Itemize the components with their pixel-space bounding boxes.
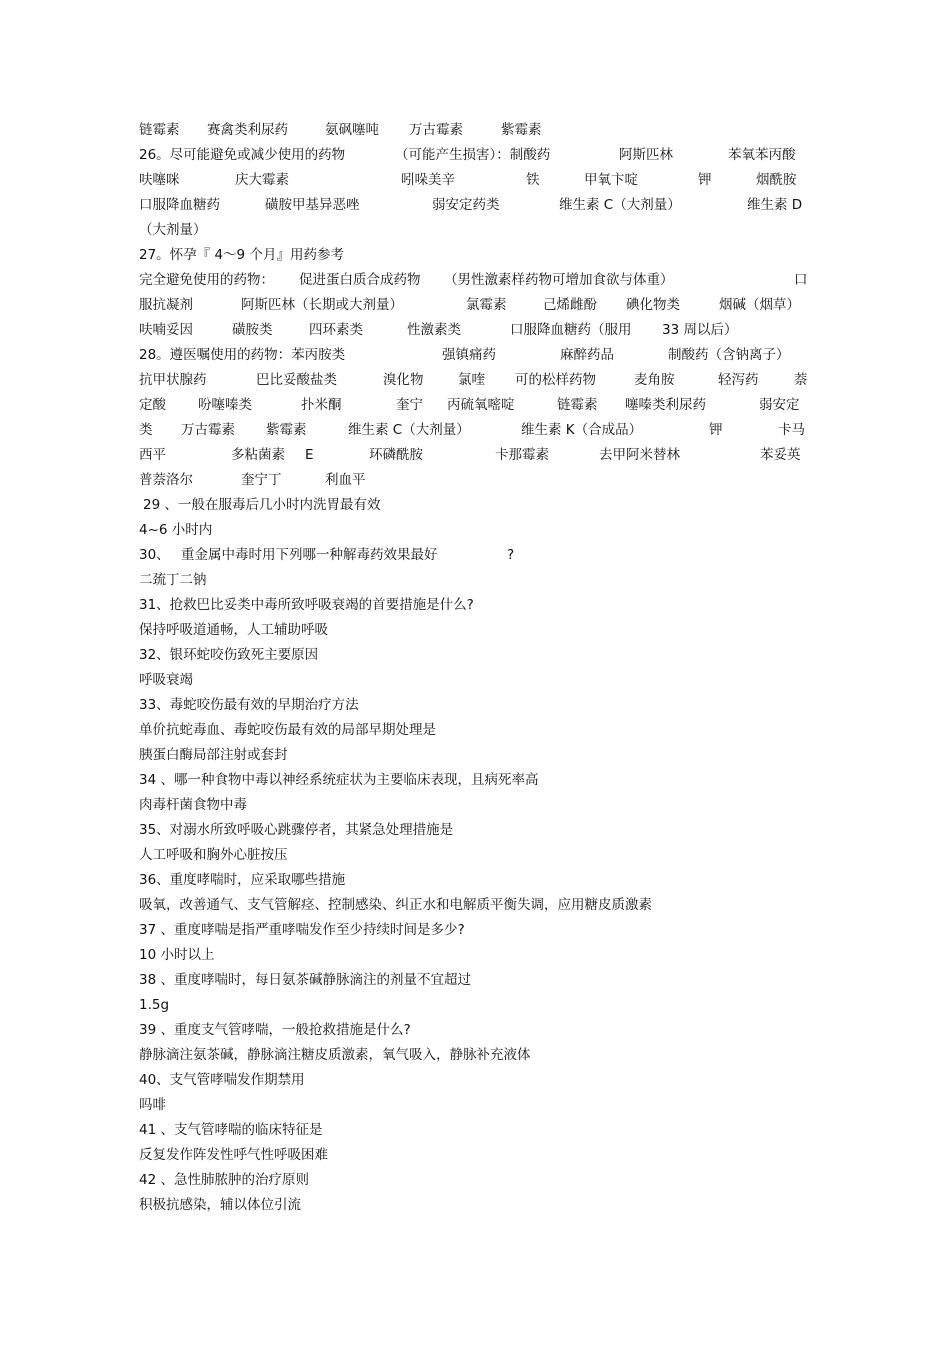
line-segment: 吩噻嗪类 (198, 397, 252, 413)
text-line (139, 643, 819, 668)
line-segment: 维生素 C（大剂量） (559, 197, 681, 213)
line-segment: 万古霉素 (409, 122, 463, 138)
text-line (139, 768, 819, 793)
text-line (139, 868, 819, 893)
line-segment: （大剂量） (139, 222, 207, 238)
line-segment: 磺胺甲基异恶唑 (265, 197, 360, 213)
document-page (139, 118, 819, 1218)
line-segment: 二巯丁二钠 (139, 572, 207, 588)
line-segment: 静脉滴注氨茶碱，静脉滴注糖皮质激素，氧气吸入，静脉补充液体 (139, 1047, 531, 1063)
line-segment: 钾 (698, 172, 712, 188)
line-segment: 烟碱（烟草） (719, 297, 800, 313)
line-segment: 普萘洛尔 (139, 472, 193, 488)
line-segment: 扑米酮 (301, 397, 342, 413)
line-segment: 30、 (139, 547, 170, 563)
text-line (139, 193, 819, 218)
line-segment: 维生素 D (747, 197, 803, 213)
line-segment: 卡那霉素 (495, 447, 549, 463)
line-segment: 33 周以后） (662, 322, 738, 338)
text-line (139, 143, 819, 168)
line-segment: 26。尽可能避免或减少使用的药物 (139, 147, 346, 163)
line-segment: 奎宁丁 (241, 472, 282, 488)
line-segment: 丙硫氧嘧啶 (447, 397, 515, 413)
line-segment: 胰蛋白酶局部注射或套封 (139, 747, 288, 763)
line-segment: 万古霉素 (181, 422, 235, 438)
line-segment: 庆大霉素 (235, 172, 289, 188)
line-segment: 保持呼吸道通畅，人工辅助呼吸 (139, 622, 328, 638)
line-segment: 氨砜噻吨 (325, 122, 379, 138)
text-line (139, 268, 819, 293)
text-line (139, 393, 819, 418)
line-segment: 人工呼吸和胸外心脏按压 (139, 847, 288, 863)
line-segment: 制酸药（含钠离子） (668, 347, 790, 363)
line-segment: 38 、重度哮喘时，每日氨茶碱静脉滴注的剂量不宜超过 (139, 972, 471, 988)
line-segment: 弱安定药类 (432, 197, 500, 213)
line-segment: 萘 (794, 372, 808, 388)
line-segment: 服抗凝剂 (139, 297, 193, 313)
line-segment: 呋噻咪 (139, 172, 180, 188)
line-segment: 麦角胺 (634, 372, 675, 388)
text-line (139, 618, 819, 643)
line-segment: E (305, 447, 314, 463)
text-line (139, 1093, 819, 1118)
text-line (139, 968, 819, 993)
line-segment: 吸氧，改善通气、支气管解痉、控制感染、纠正水和电解质平衡失调，应用糖皮质激素 (139, 897, 652, 913)
line-segment: 西平 (139, 447, 166, 463)
line-segment: 磺胺类 (232, 322, 273, 338)
text-line (139, 593, 819, 618)
line-segment: 强镇痛药 (442, 347, 496, 363)
line-segment: 定酸 (139, 397, 166, 413)
text-line (139, 743, 819, 768)
text-line (139, 943, 819, 968)
line-segment: 链霉素 (557, 397, 598, 413)
line-segment: 维生素 K（合成品） (521, 422, 643, 438)
line-segment: 性激素类 (407, 322, 461, 338)
line-segment: 口服降血糖药 (139, 197, 220, 213)
line-segment: 巴比妥酸盐类 (256, 372, 337, 388)
text-line (139, 293, 819, 318)
line-segment: 卡马 (778, 422, 805, 438)
line-segment: 钾 (709, 422, 723, 438)
line-segment: 40、支气管哮喘发作期禁用 (139, 1072, 305, 1088)
line-segment: 32、银环蛇咬伤致死主要原因 (139, 647, 319, 663)
line-segment: 33、毒蛇咬伤最有效的早期治疗方法 (139, 697, 359, 713)
line-segment: 37 、重度哮喘是指严重哮喘发作至少持续时间是多少? (139, 922, 465, 938)
line-segment: 31、抢救巴比妥类中毒所致呼吸衰竭的首要措施是什么? (139, 597, 474, 613)
line-segment: 4~6 小时内 (139, 522, 213, 538)
line-segment: 抗甲状腺药 (139, 372, 207, 388)
line-segment: 类 (139, 422, 153, 438)
text-line (139, 343, 819, 368)
line-segment: 27。怀孕『 4～9 个月』用药参考 (139, 247, 344, 263)
line-segment: 苯妥英 (760, 447, 801, 463)
line-segment: 积极抗感染，辅以体位引流 (139, 1197, 301, 1213)
line-segment: 呼吸衰竭 (139, 672, 193, 688)
line-segment: 利血平 (325, 472, 366, 488)
line-segment: 己烯雌酚 (543, 297, 597, 313)
line-segment: 42 、急性肺脓肿的治疗原则 (139, 1172, 309, 1188)
text-line (139, 893, 819, 918)
line-segment: 吗啡 (139, 1097, 166, 1113)
text-line (139, 318, 819, 343)
line-segment: （可能产生损害）：制酸药 (395, 147, 551, 163)
line-segment: 维生素 C（大剂量） (348, 422, 470, 438)
line-segment: 奎宁 (396, 397, 423, 413)
line-segment: 氯喹 (458, 372, 485, 388)
text-line (139, 543, 819, 568)
line-segment: 溴化物 (383, 372, 424, 388)
line-segment: 轻泻药 (718, 372, 759, 388)
line-segment: 36、重度哮喘时，应采取哪些措施 (139, 872, 346, 888)
line-segment: 去甲阿米替林 (599, 447, 680, 463)
text-line (139, 918, 819, 943)
line-segment: 重金属中毒时用下列哪一种解毒药效果最好 (181, 547, 438, 563)
text-line (139, 1018, 819, 1043)
text-line (139, 818, 819, 843)
text-line (139, 568, 819, 593)
line-segment: 促进蛋白质合成药物 (299, 272, 421, 288)
text-line (139, 218, 819, 243)
line-segment: 35、对溺水所致呼吸心跳骤停者，其紧急处理措施是 (139, 822, 454, 838)
text-line (139, 368, 819, 393)
text-line (139, 168, 819, 193)
text-line (139, 1143, 819, 1168)
line-segment: 完全避免使用的药物： (139, 272, 274, 288)
text-line (139, 1118, 819, 1143)
line-segment: 39 、重度支气管哮喘，一般抢救措施是什么? (139, 1022, 411, 1038)
line-segment: 噻嗪类利尿药 (625, 397, 706, 413)
text-line (139, 518, 819, 543)
line-segment: 阿斯匹林 (619, 147, 673, 163)
line-segment: 烟酰胺 (756, 172, 797, 188)
line-segment: 弱安定 (759, 397, 800, 413)
line-segment: 肉毒杆菌食物中毒 (139, 797, 247, 813)
line-segment: 紫霉素 (501, 122, 542, 138)
line-segment: ? (507, 547, 515, 563)
line-segment: 铁 (526, 172, 540, 188)
line-segment: 甲氧卞啶 (584, 172, 638, 188)
line-segment: 29 、一般在服毒后几小时内洗胃最有效 (143, 497, 381, 513)
text-line (139, 1193, 819, 1218)
line-segment: 碘化物类 (626, 297, 680, 313)
line-segment: 28。遵医嘱使用的药物：苯丙胺类 (139, 347, 346, 363)
line-segment: 34 、哪一种食物中毒以神经系统症状为主要临床表现，且病死率高 (139, 772, 539, 788)
line-segment: 单价抗蛇毒血、毒蛇咬伤最有效的局部早期处理是 (139, 722, 436, 738)
text-line (139, 668, 819, 693)
line-segment: 链霉素 (139, 122, 180, 138)
line-segment: 10 小时以上 (139, 947, 215, 963)
text-line (139, 1068, 819, 1093)
text-line (139, 1168, 819, 1193)
line-segment: 四环素类 (309, 322, 363, 338)
line-segment: 可的松样药物 (515, 372, 596, 388)
text-line (139, 118, 819, 143)
line-segment: 口服降血糖药（服用 (510, 322, 632, 338)
line-segment: 赛禽类利尿药 (207, 122, 288, 138)
text-line (139, 443, 819, 468)
line-segment: 多粘菌素 (231, 447, 285, 463)
line-segment: 苯氧苯丙酸 (728, 147, 796, 163)
text-line (139, 243, 819, 268)
line-segment: 紫霉素 (266, 422, 307, 438)
line-segment: （男性激素样药物可增加食欲与体重） (444, 272, 674, 288)
line-segment: 环磷酰胺 (369, 447, 423, 463)
text-line (139, 1043, 819, 1068)
text-line (139, 468, 819, 493)
text-line (139, 493, 819, 518)
line-segment: 反复发作阵发性呼气性呼吸困难 (139, 1147, 328, 1163)
line-segment: 41 、支气管哮喘的临床特征是 (139, 1122, 323, 1138)
line-segment: 呋喃妥因 (139, 322, 193, 338)
line-segment: 麻醉药品 (560, 347, 614, 363)
line-segment: 口 (794, 272, 808, 288)
text-line (139, 418, 819, 443)
text-line (139, 793, 819, 818)
text-line (139, 693, 819, 718)
line-segment: 阿斯匹林（长期或大剂量） (241, 297, 403, 313)
line-segment: 氯霉素 (466, 297, 507, 313)
line-segment: 吲哚美辛 (401, 172, 455, 188)
text-line (139, 718, 819, 743)
line-segment: 1.5g (139, 997, 170, 1013)
text-line (139, 843, 819, 868)
text-line (139, 993, 819, 1018)
